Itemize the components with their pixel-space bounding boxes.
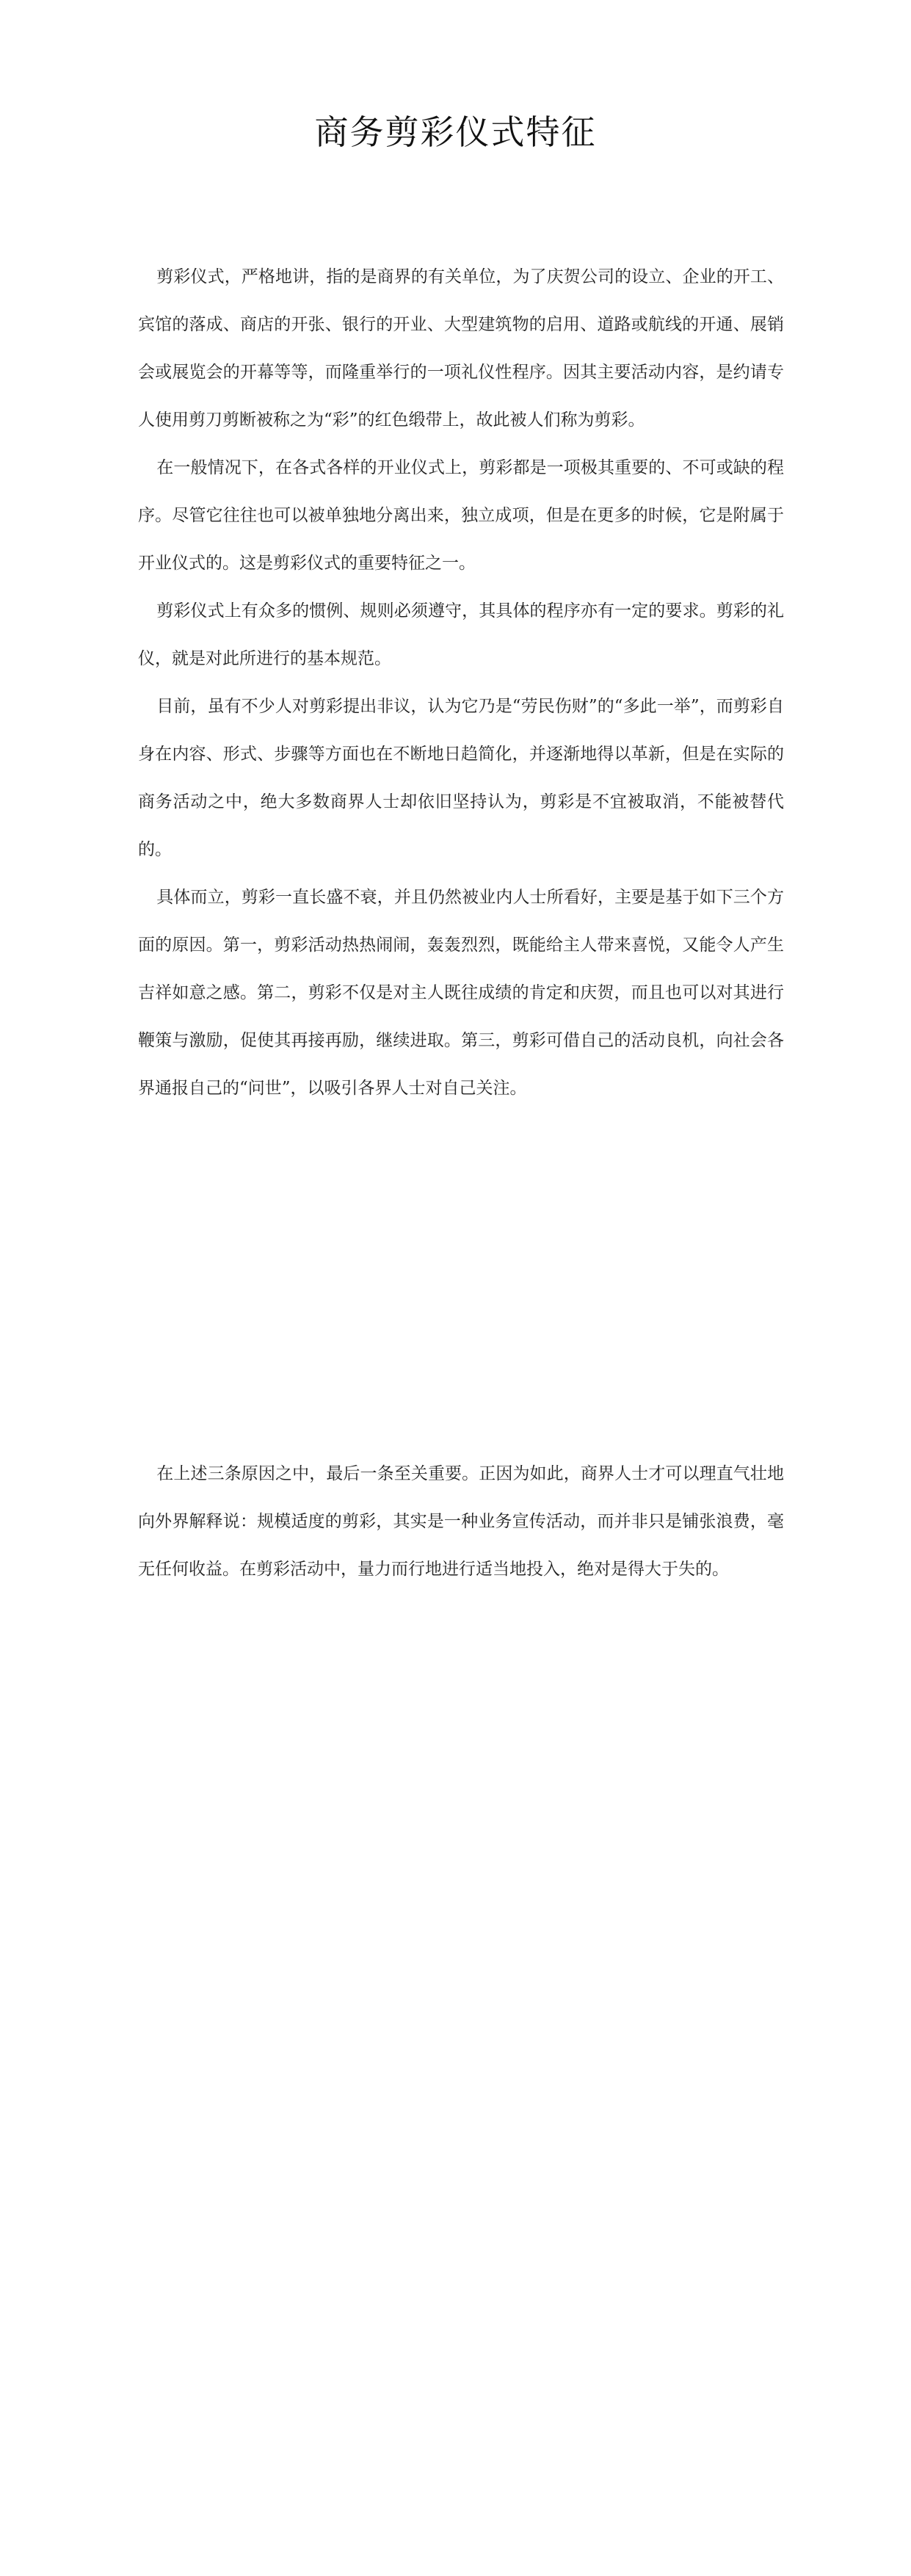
body-text-section-continued [138, 1450, 784, 1593]
paragraph-conclusion: 在上述三条原因之中，最后一条至关重要。正因为如此，商界人士才可以理直气壮地向外界解释说：规模适度的剪彩，其实是一种业务宣传活动，而并非只是铺张浪费，毫无任何收益。在剪彩活动中，量力而行地进行适当地投入，绝对是得大于失的。 [138, 1464, 784, 1579]
body-text-section [138, 253, 784, 1112]
paragraph-reasons: 具体而立，剪彩一直长盛不衰，并且仍然被业内人士所看好，主要是基于如下三个方面的原因。第一，剪彩活动热热闹闹，轰轰烈烈，既能给主人带来喜悦，又能令人产生吉祥如意之感。第二，剪彩不仅是对主人既往成绩的肯定和庆贺，而且也可以对其进行鞭策与激励，促使其再接再励，继续进取。第三，剪彩可借自己的活动良机，向社会各界通报自己的“问世”，以吸引各界人士对自己关注。 [138, 888, 784, 1098]
page-title: 商务剪彩仪式特征 [314, 112, 597, 152]
paragraph-rules: 剪彩仪式上有众多的惯例、规则必须遵守，其具体的程序亦有一定的要求。剪彩的礼仪，就是对此所进行的基本规范。 [138, 601, 784, 668]
paragraph-feature: 在一般情况下，在各式各样的开业仪式上，剪彩都是一项极其重要的、不可或缺的程序。尽管它往往也可以被单独地分离出来，独立成项，但是在更多的时候，它是附属于开业仪式的。这是剪彩仪式的重要特征之一。 [138, 458, 784, 573]
paragraph-definition: 剪彩仪式，严格地讲，指的是商界的有关单位，为了庆贺公司的设立、企业的开工、宾馆的落成、商店的开张、银行的开业、大型建筑物的启用、道路或航线的开通、展销会或展览会的开幕等等，而隆重举行的一项礼仪性程序。因其主要活动内容，是约请专人使用剪刀剪断被称之为“彩”的红色缎带上，故此被人们称为剪彩。 [138, 267, 784, 430]
paragraph-current-status: 目前，虽有不少人对剪彩提出非议，认为它乃是“劳民伤财”的“多此一举”，而剪彩自身在内容、形式、步骤等方面也在不断地日趋简化，并逐渐地得以革新，但是在实际的商务活动之中，绝大多数商界人士却依旧坚持认为，剪彩是不宜被取消，不能被替代的。 [138, 697, 784, 859]
